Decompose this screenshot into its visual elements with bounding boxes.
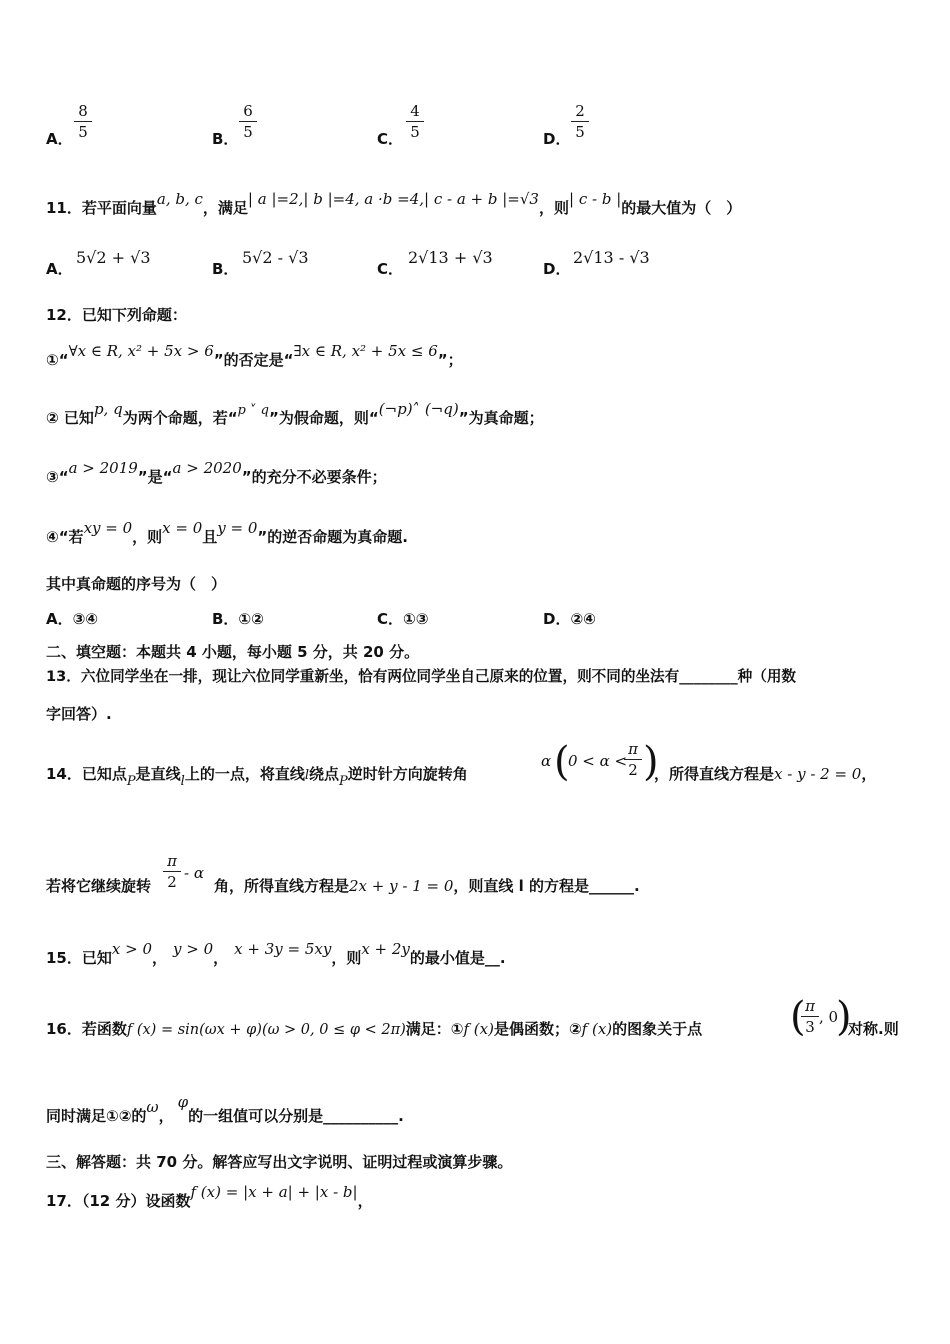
q11-option-d-label: D． [543,260,571,278]
q14-left-paren: ( [554,739,570,785]
q14-line-1: 14．已知点P是直线l上的一点，将直线l绕点P逆时针方向旋转角 [46,765,468,789]
q10-option-b-label: B． [212,130,239,148]
q16-right-paren: ) [836,994,852,1040]
q11-option-b-value: 5√2 - √3 [242,248,309,267]
q11-option-d-value: 2√13 - √3 [573,248,650,267]
q14-alpha-range: 0 < α < [568,752,628,770]
q13-line-2: 字回答）. [46,705,112,723]
q16-point-y: , 0 [819,1008,839,1026]
q16-left-paren: ( [790,994,806,1040]
q10-option-a-fraction: 8 5 [74,102,92,141]
q11-option-c-value: 2√13 + √3 [408,248,493,267]
q12-question: 其中真命题的序号为（ ） [46,575,227,593]
q16-line-2: 同时满足①②的ω，φ的一组值可以分别是__________. [46,1093,404,1125]
q10-option-b-fraction: 6 5 [239,102,257,141]
q15-stem: 15．已知x > 0， y > 0， x + 3y = 5xy，则x + 2y的最小值是__. [46,940,506,967]
q14-minus-alpha: - α [184,864,204,882]
q13-line-1: 13．六位同学坐在一排，现让六位同学重新坐，恰有两位同学坐自己原来的位置，则不同的坐法有________种（用数 [46,668,797,685]
q12-option-c: C．①③ [377,610,429,628]
q17-stem: 17．（12 分）设函数f (x) = |x + a| + |x - b|， [46,1183,373,1210]
section-2-heading: 二、填空题：本题共 4 小题，每小题 5 分，共 20 分。 [46,643,420,661]
q12-option-b: B．①② [212,610,264,628]
section-3-heading: 三、解答题：共 70 分。解答应写出文字说明、证明过程或演算步骤。 [46,1153,513,1171]
q16-pi-over-3: π 3 [801,997,819,1036]
q14-line-1-end: ，所得直线方程是x - y - 2 = 0， [654,765,877,783]
q11-option-b-label: B． [212,260,239,278]
q10-option-c-label: C． [377,130,404,148]
q10-option-d-label: D． [543,130,571,148]
q12-proposition-4: ④“若xy = 0，则x = 0且y = 0”的逆否命题为真命题. [46,519,408,546]
q11-option-c-label: C． [377,260,404,278]
q12-proposition-1: ①“∀x ∈ R, x² + 5x > 6”的否定是“∃x ∈ R, x² + 5x ≤ 6”； [46,342,463,369]
q10-option-a-label: A． [46,130,73,148]
q11-stem: 11．若平面向量a, b, c，满足| a |=2,| b |=4, a ·b =4,| c - a + b |=√3，则| c - b |的最大值为（ ） [46,190,742,217]
q14-pi-over-2-b: π 2 [163,852,181,891]
q12-title: 12．已知下列命题： [46,306,187,324]
q12-option-a: A．③④ [46,610,99,628]
q14-alpha: α [541,752,552,770]
q16-line-1-end: 对称.则 [848,1020,899,1038]
q14-line-2-start: 若将它继续旋转 [46,877,152,895]
q14-right-paren: ) [643,739,659,785]
q16-line-1: 16．若函数f (x) = sin(ωx + φ)(ω > 0, 0 ≤ φ < 2π)满足：①f (x)是偶函数；②f (x)的图象关于点 [46,1020,703,1038]
q11-option-a-label: A． [46,260,73,278]
q10-option-d-fraction: 2 5 [571,102,589,141]
q14-pi-over-2: π 2 [624,740,642,779]
q10-option-c-fraction: 4 5 [406,102,424,141]
q14-line-2-end: 角，所得直线方程是2x + y - 1 = 0，则直线 l 的方程是______. [214,877,640,895]
q11-option-a-value: 5√2 + √3 [76,248,151,267]
q12-option-d: D．②④ [543,610,596,628]
q12-proposition-3: ③“a > 2019”是“a > 2020”的充分不必要条件； [46,459,387,486]
q12-proposition-2: ② 已知p, q为两个命题，若“p ˅ q”为假命题，则“(¬p)˄ (¬q)”为真命题； [46,400,544,427]
